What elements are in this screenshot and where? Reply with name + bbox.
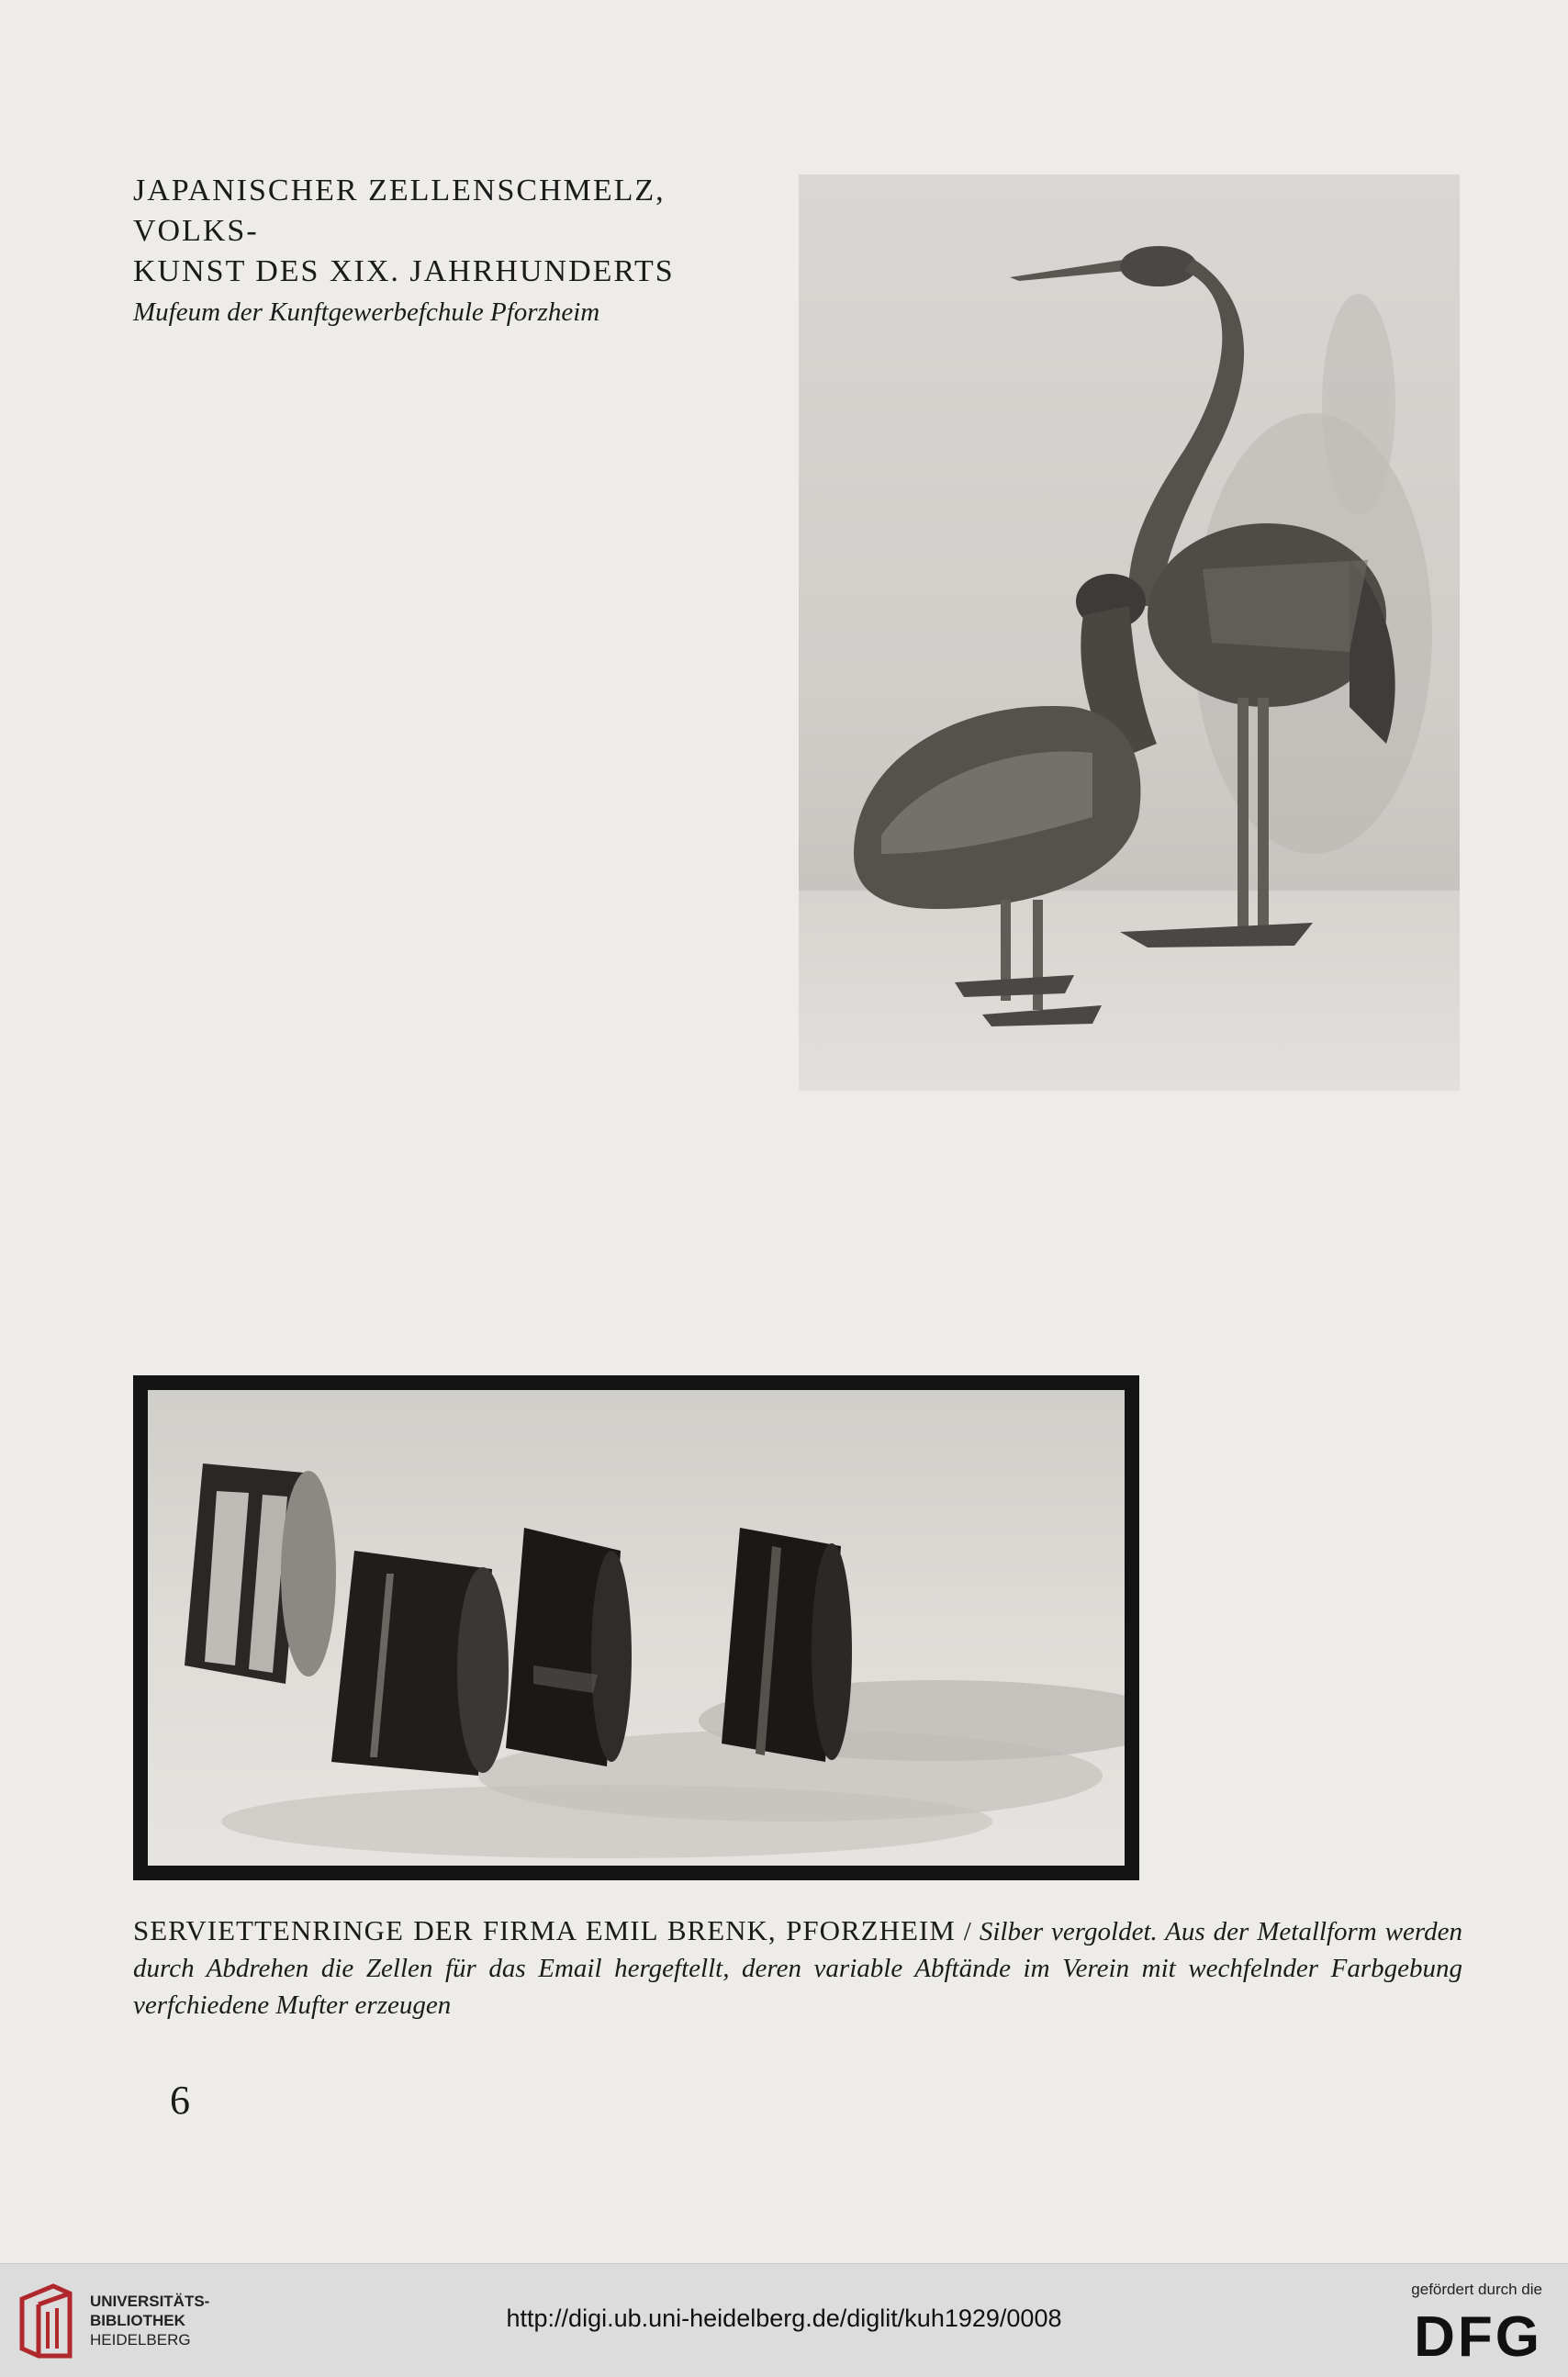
birds-illustration (799, 174, 1460, 1091)
source-url-link[interactable]: http://digi.ub.uni-heidelberg.de/diglit/kuh1929/0008 (506, 2304, 1062, 2332)
library-name-line-1: UNIVERSITÄTS- (90, 2293, 210, 2310)
cloisonne-birds-photo (799, 174, 1460, 1091)
top-caption-title-line-2: KUNST DES XIX. JAHRHUNDERTS (133, 254, 675, 288)
bottom-caption-heading: SERVIETTENRINGE DER FIRMA EMIL BRENK, PFORZHEIM (133, 1914, 956, 1946)
top-caption (133, 171, 757, 331)
napkin-rings-photo (148, 1390, 1125, 1866)
napkin-rings-illustration (148, 1390, 1125, 1866)
digitization-footer (0, 2263, 1568, 2377)
bottom-caption (133, 1912, 1462, 2024)
library-name-line-3: HEIDELBERG (90, 2331, 191, 2349)
bottom-caption-separator: / (963, 1917, 971, 1946)
napkin-rings-photo-frame (133, 1375, 1139, 1880)
bottom-caption-body: Silber vergoldet. Aus der Metallform werden durch Abdrehen die Zellen für das Email hergeftellt, deren variable Abftände im Verein mit wechfelnder Farbgebung verfchiedene Mufter erzeugen (133, 1917, 1463, 2020)
page-number: 6 (170, 2078, 190, 2123)
library-name-line-2: BIBLIOTHEK (90, 2312, 185, 2329)
top-caption-title-line-1: JAPANISCHER ZELLENSCHMELZ, VOLKS- (133, 174, 666, 248)
dfg-logo: DFG (1414, 2305, 1542, 2369)
top-caption-subtitle: Mufeum der Kunftgewerbefchule Pforzheim (133, 297, 600, 327)
funding-note: gefördert durch die (1411, 2281, 1542, 2298)
